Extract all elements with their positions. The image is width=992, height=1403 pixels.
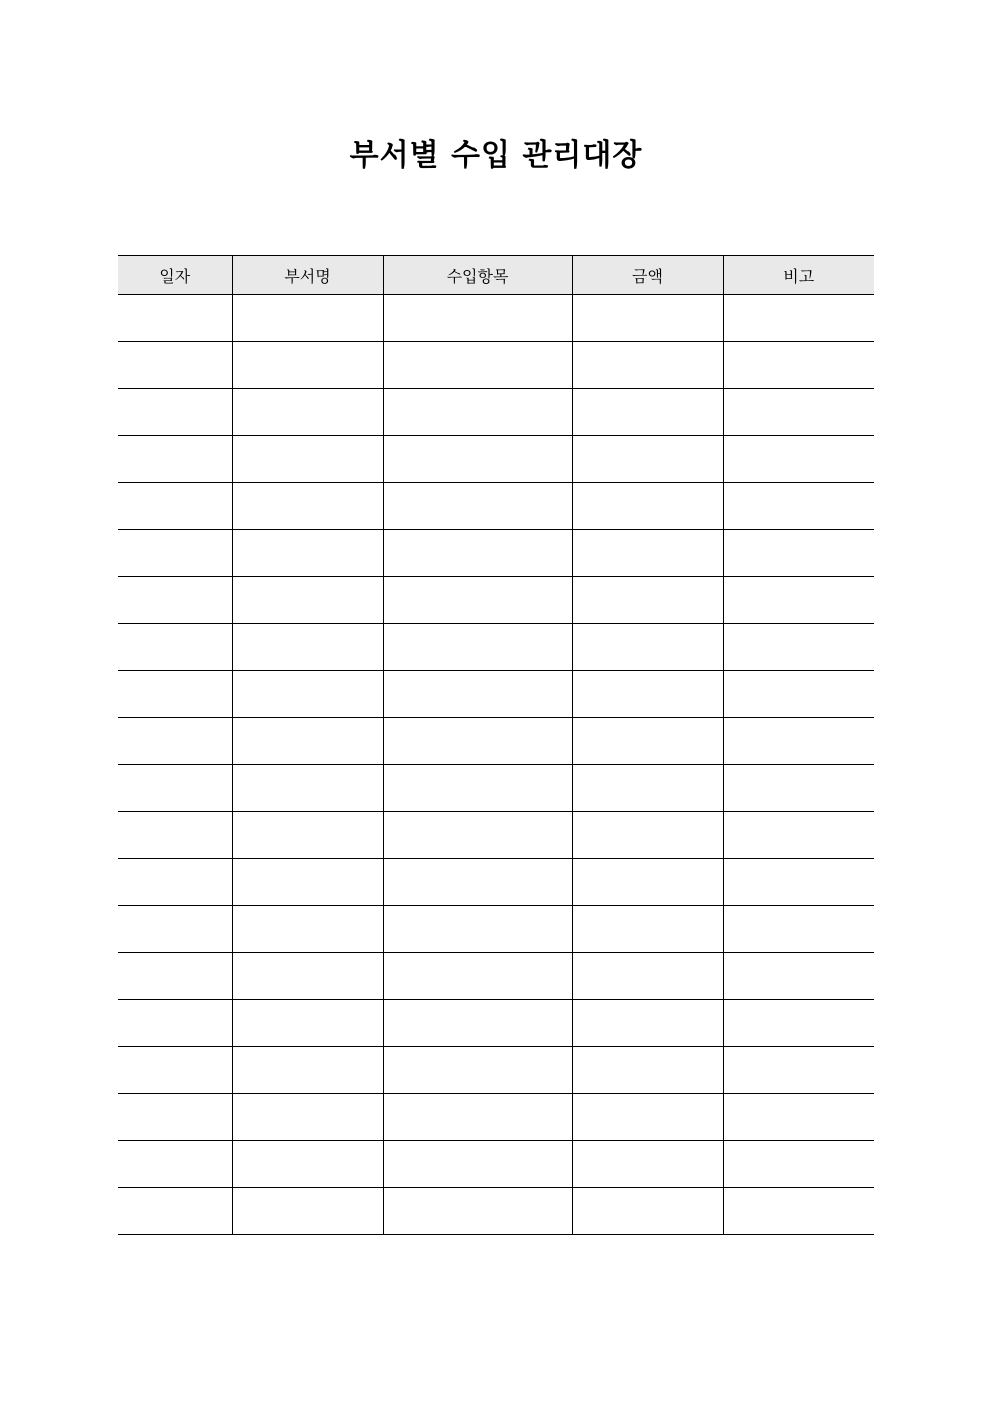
income-item-cell[interactable] (383, 859, 572, 906)
income-item-cell[interactable] (383, 671, 572, 718)
income-item-cell[interactable] (383, 436, 572, 483)
remarks-cell[interactable] (723, 577, 874, 624)
table-row (118, 483, 874, 530)
table-row (118, 765, 874, 812)
date-cell[interactable] (118, 342, 232, 389)
remarks-cell[interactable] (723, 765, 874, 812)
amount-cell[interactable] (572, 1047, 723, 1094)
remarks-cell[interactable] (723, 906, 874, 953)
table-row (118, 577, 874, 624)
remarks-cell[interactable] (723, 624, 874, 671)
date-cell[interactable] (118, 483, 232, 530)
date-cell[interactable] (118, 389, 232, 436)
table-row (118, 953, 874, 1000)
income-item-cell[interactable] (383, 906, 572, 953)
amount-cell[interactable] (572, 436, 723, 483)
table-row (118, 1188, 874, 1235)
table-header-row (118, 256, 874, 295)
department-cell[interactable] (232, 483, 383, 530)
date-cell[interactable] (118, 671, 232, 718)
remarks-cell[interactable] (723, 1000, 874, 1047)
amount-cell[interactable] (572, 1141, 723, 1188)
date-cell[interactable] (118, 859, 232, 906)
amount-cell[interactable] (572, 389, 723, 436)
amount-cell[interactable] (572, 953, 723, 1000)
table-row (118, 812, 874, 859)
table-row (118, 295, 874, 342)
column-header-amount: 금액 (572, 256, 723, 295)
remarks-cell[interactable] (723, 530, 874, 577)
remarks-cell[interactable] (723, 859, 874, 906)
table-row (118, 436, 874, 483)
date-cell[interactable] (118, 1000, 232, 1047)
income-item-cell[interactable] (383, 812, 572, 859)
department-cell[interactable] (232, 718, 383, 765)
department-cell[interactable] (232, 1000, 383, 1047)
date-cell[interactable] (118, 1141, 232, 1188)
income-item-cell[interactable] (383, 389, 572, 436)
remarks-cell[interactable] (723, 671, 874, 718)
date-cell[interactable] (118, 765, 232, 812)
income-ledger-table (118, 255, 874, 1235)
amount-cell[interactable] (572, 295, 723, 342)
department-cell[interactable] (232, 389, 383, 436)
department-cell[interactable] (232, 906, 383, 953)
remarks-cell[interactable] (723, 812, 874, 859)
remarks-cell[interactable] (723, 436, 874, 483)
department-cell[interactable] (232, 1188, 383, 1235)
amount-cell[interactable] (572, 577, 723, 624)
table-row (118, 1094, 874, 1141)
table-row (118, 1047, 874, 1094)
department-cell[interactable] (232, 1141, 383, 1188)
table-row (118, 342, 874, 389)
income-item-cell[interactable] (383, 718, 572, 765)
amount-cell[interactable] (572, 906, 723, 953)
income-item-cell[interactable] (383, 483, 572, 530)
department-cell[interactable] (232, 1047, 383, 1094)
table-row (118, 624, 874, 671)
date-cell[interactable] (118, 718, 232, 765)
date-cell[interactable] (118, 1188, 232, 1235)
date-cell[interactable] (118, 530, 232, 577)
amount-cell[interactable] (572, 342, 723, 389)
amount-cell[interactable] (572, 483, 723, 530)
date-cell[interactable] (118, 953, 232, 1000)
remarks-cell[interactable] (723, 953, 874, 1000)
department-cell[interactable] (232, 624, 383, 671)
date-cell[interactable] (118, 1047, 232, 1094)
income-item-cell[interactable] (383, 953, 572, 1000)
table-row (118, 530, 874, 577)
remarks-cell[interactable] (723, 1047, 874, 1094)
amount-cell[interactable] (572, 1188, 723, 1235)
amount-cell[interactable] (572, 718, 723, 765)
income-item-cell[interactable] (383, 577, 572, 624)
income-item-cell[interactable] (383, 765, 572, 812)
amount-cell[interactable] (572, 671, 723, 718)
department-cell[interactable] (232, 436, 383, 483)
column-header-department: 부서명 (232, 256, 383, 295)
department-cell[interactable] (232, 812, 383, 859)
column-header-date: 일자 (118, 256, 232, 295)
amount-cell[interactable] (572, 765, 723, 812)
remarks-cell[interactable] (723, 389, 874, 436)
table-row (118, 906, 874, 953)
remarks-cell[interactable] (723, 1188, 874, 1235)
amount-cell[interactable] (572, 1094, 723, 1141)
department-cell[interactable] (232, 859, 383, 906)
department-cell[interactable] (232, 295, 383, 342)
department-cell[interactable] (232, 1094, 383, 1141)
column-header-income-item: 수입항목 (383, 256, 572, 295)
date-cell[interactable] (118, 624, 232, 671)
income-item-cell[interactable] (383, 1094, 572, 1141)
remarks-cell[interactable] (723, 1141, 874, 1188)
table-row (118, 1000, 874, 1047)
department-cell[interactable] (232, 671, 383, 718)
date-cell[interactable] (118, 1094, 232, 1141)
date-cell[interactable] (118, 577, 232, 624)
remarks-cell[interactable] (723, 342, 874, 389)
date-cell[interactable] (118, 812, 232, 859)
income-item-cell[interactable] (383, 1141, 572, 1188)
income-item-cell[interactable] (383, 1047, 572, 1094)
remarks-cell[interactable] (723, 718, 874, 765)
income-item-cell[interactable] (383, 1000, 572, 1047)
table-row (118, 671, 874, 718)
remarks-cell[interactable] (723, 1094, 874, 1141)
date-cell[interactable] (118, 295, 232, 342)
table-row (118, 718, 874, 765)
table-row (118, 859, 874, 906)
income-item-cell[interactable] (383, 624, 572, 671)
page-title: 부서별 수입 관리대장 (349, 138, 643, 173)
department-cell[interactable] (232, 765, 383, 812)
department-cell[interactable] (232, 530, 383, 577)
remarks-cell[interactable] (723, 483, 874, 530)
table-row (118, 389, 874, 436)
date-cell[interactable] (118, 436, 232, 483)
income-item-cell[interactable] (383, 342, 572, 389)
column-header-remarks: 비고 (723, 256, 874, 295)
amount-cell[interactable] (572, 624, 723, 671)
department-cell[interactable] (232, 953, 383, 1000)
table-body (118, 295, 874, 1235)
department-cell[interactable] (232, 577, 383, 624)
amount-cell[interactable] (572, 530, 723, 577)
amount-cell[interactable] (572, 859, 723, 906)
amount-cell[interactable] (572, 812, 723, 859)
income-item-cell[interactable] (383, 295, 572, 342)
date-cell[interactable] (118, 906, 232, 953)
income-item-cell[interactable] (383, 1188, 572, 1235)
amount-cell[interactable] (572, 1000, 723, 1047)
remarks-cell[interactable] (723, 295, 874, 342)
department-cell[interactable] (232, 342, 383, 389)
table-row (118, 1141, 874, 1188)
income-item-cell[interactable] (383, 530, 572, 577)
